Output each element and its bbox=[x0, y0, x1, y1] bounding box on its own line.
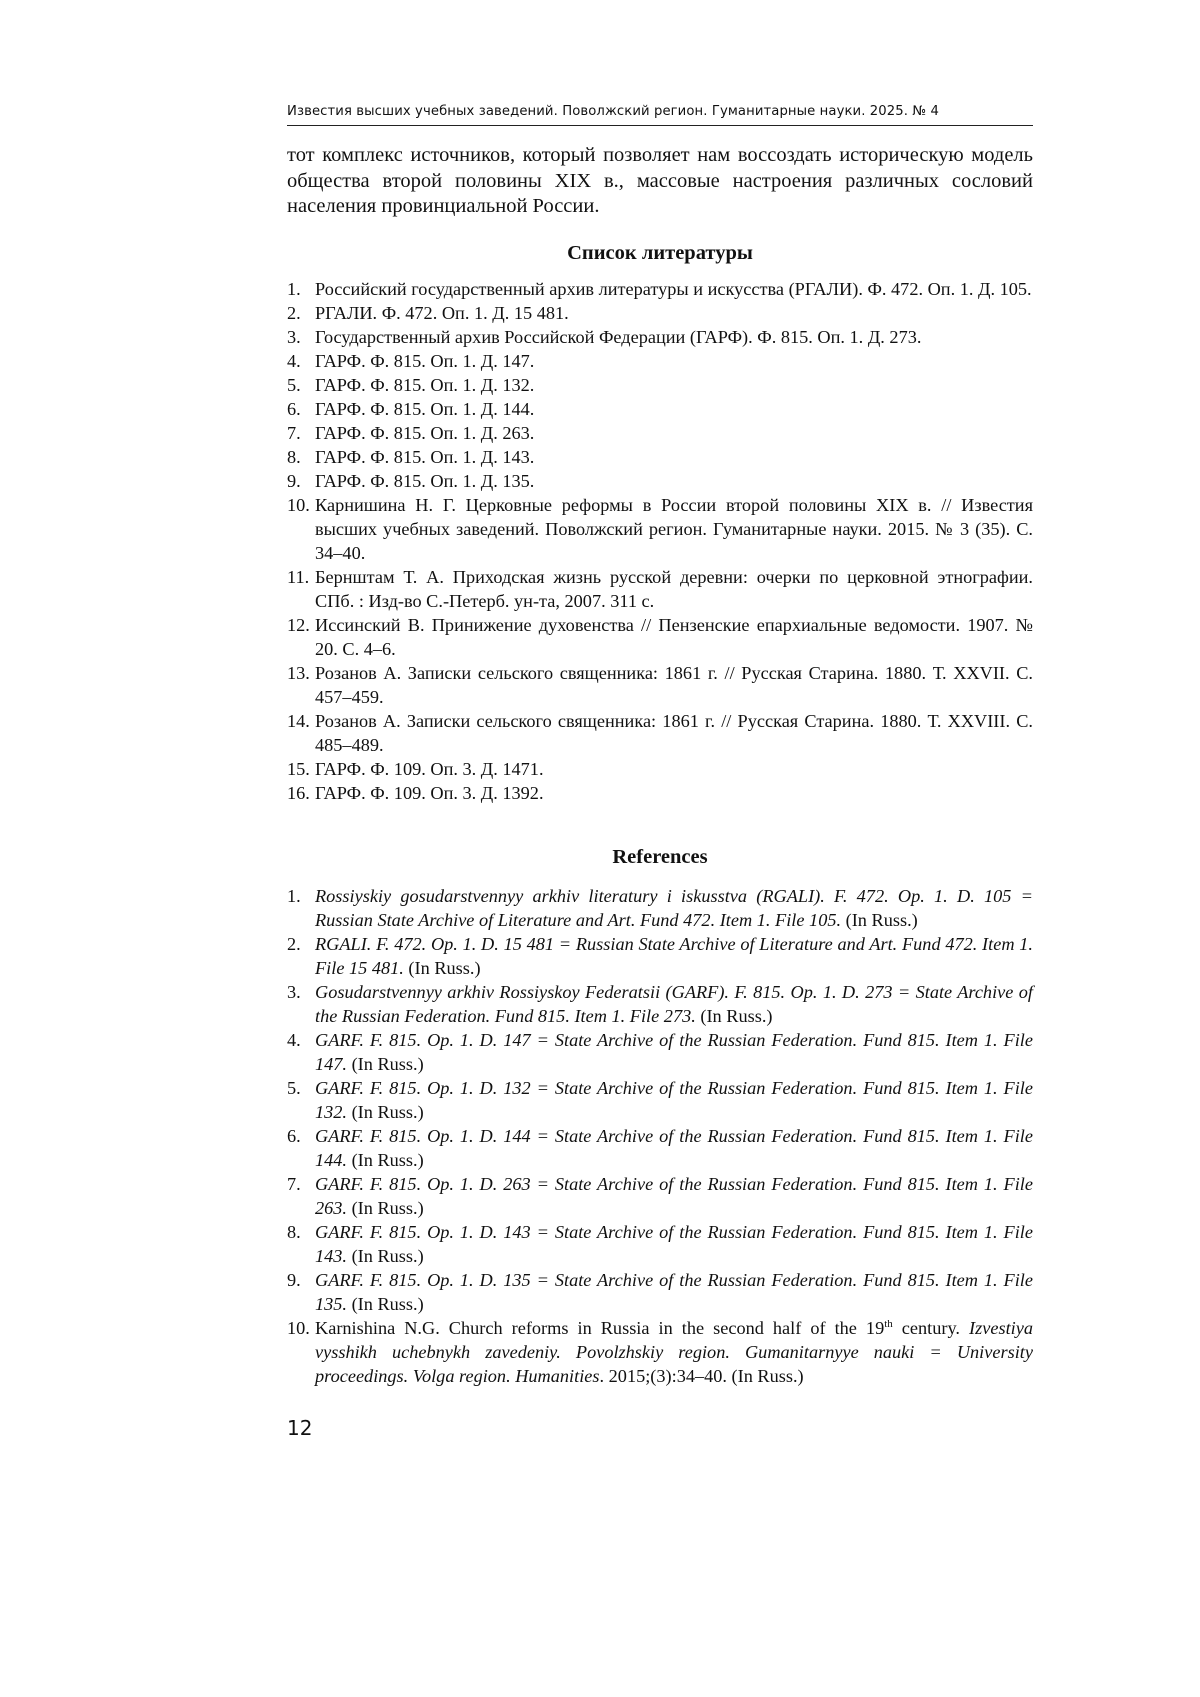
language-note: (In Russ.) bbox=[695, 1006, 773, 1026]
item-number: 10. bbox=[287, 495, 310, 515]
language-note: (In Russ.) bbox=[403, 958, 481, 978]
item-text bbox=[315, 1316, 1033, 1388]
item-text: ГАРФ. Ф. 815. Оп. 1. Д. 132. bbox=[315, 375, 535, 395]
item-text: ГАРФ. Ф. 109. Оп. 3. Д. 1471. bbox=[315, 759, 544, 779]
bibliography-item bbox=[287, 565, 1033, 613]
transliterated-citation: GARF. F. 815. Op. 1. D. 263 = State Archive of the Russian Federation. Fund 815. Item 1. File 263. bbox=[315, 1174, 1033, 1218]
reference-item bbox=[287, 1220, 1033, 1268]
item-number: 4. bbox=[287, 351, 301, 371]
bibliography-item bbox=[287, 613, 1033, 661]
item-number: 3. bbox=[287, 327, 301, 347]
reference-item bbox=[287, 1172, 1033, 1220]
item-number: 9. bbox=[287, 471, 301, 491]
reference-item bbox=[287, 1268, 1033, 1316]
item-number: 6. bbox=[287, 1126, 301, 1146]
item-number: 15. bbox=[287, 759, 310, 779]
bibliography-item bbox=[287, 277, 1033, 301]
item-text: Розанов А. Записки сельского священника: 1861 г. // Русская Старина. 1880. Т. XXVII. С. 457–459. bbox=[315, 663, 1033, 707]
item-number: 13. bbox=[287, 663, 310, 683]
item-number: 8. bbox=[287, 447, 301, 467]
item-text bbox=[315, 1268, 1033, 1316]
bibliography-item bbox=[287, 781, 1033, 805]
item-number: 1. bbox=[287, 886, 301, 906]
language-note: (In Russ.) bbox=[347, 1150, 424, 1170]
item-text: ГАРФ. Ф. 815. Оп. 1. Д. 263. bbox=[315, 423, 535, 443]
item-number: 11. bbox=[287, 567, 310, 587]
item-text: Карнишина Н. Г. Церковные реформы в России второй половины XIX в. // Известия высших учебных заведений. Поволжский регион. Гуманитарные науки. 2015. № 3 (35). С. 34–40. bbox=[315, 495, 1033, 563]
item-number: 7. bbox=[287, 423, 301, 443]
transliterated-citation: Gosudarstvennyy arkhiv Rossiyskoy Federatsii (GARF). F. 815. Op. 1. D. 273 = State Archive of the Russian Federation. Fund 815. Item 1. File 273. bbox=[315, 982, 1033, 1026]
journal-name: Izvestiya vysshikh uchebnykh zavedeniy. Povolzhskiy region. Gumanitarnyye nauki = University proceedings. Volga region. Humanities bbox=[315, 1318, 1033, 1386]
transliterated-citation: GARF. F. 815. Op. 1. D. 132 = State Archive of the Russian Federation. Fund 815. Item 1. File 132. bbox=[315, 1078, 1033, 1122]
bibliography-item bbox=[287, 445, 1033, 469]
reference-item bbox=[287, 884, 1033, 932]
item-text bbox=[315, 1172, 1033, 1220]
item-number: 1. bbox=[287, 279, 301, 299]
item-text: ГАРФ. Ф. 109. Оп. 3. Д. 1392. bbox=[315, 783, 544, 803]
item-text bbox=[315, 1124, 1033, 1172]
item-text: Государственный архив Российской Федерации (ГАРФ). Ф. 815. Оп. 1. Д. 273. bbox=[315, 327, 922, 347]
bibliography-item bbox=[287, 469, 1033, 493]
body-paragraph: тот комплекс источников, который позволяет нам воссоздать историческую модель общества второй половины XIX в., массовые настроения различных сословий населения провинциальной России. bbox=[287, 144, 1033, 217]
page-number: 12 bbox=[287, 1416, 313, 1440]
bibliography-item bbox=[287, 349, 1033, 373]
language-note: (In Russ.) bbox=[347, 1102, 424, 1122]
item-text: Российский государственный архив литературы и искусства (РГАЛИ). Ф. 472. Оп. 1. Д. 105. bbox=[315, 279, 1032, 299]
item-text bbox=[315, 932, 1033, 980]
reference-item bbox=[287, 1124, 1033, 1172]
references-title: References bbox=[612, 846, 708, 868]
item-number: 5. bbox=[287, 1078, 301, 1098]
language-note: (In Russ.) bbox=[347, 1198, 424, 1218]
bibliography-item bbox=[287, 397, 1033, 421]
bibliography-item bbox=[287, 421, 1033, 445]
bibliography-item bbox=[287, 373, 1033, 397]
bibliography-item bbox=[287, 325, 1033, 349]
bibliography-item bbox=[287, 301, 1033, 325]
item-number: 2. bbox=[287, 303, 301, 323]
author-title: Karnishina N.G. Church reforms in Russia in the second half of the 19 bbox=[315, 1318, 885, 1338]
language-note: (In Russ.) bbox=[347, 1246, 424, 1266]
item-number: 10. bbox=[287, 1318, 310, 1338]
bibliography-item bbox=[287, 709, 1033, 757]
item-text bbox=[315, 1220, 1033, 1268]
item-number: 12. bbox=[287, 615, 310, 635]
reference-item bbox=[287, 1076, 1033, 1124]
references-list bbox=[287, 884, 1033, 1388]
item-text: ГАРФ. Ф. 815. Оп. 1. Д. 144. bbox=[315, 399, 535, 419]
transliterated-citation: RGALI. F. 472. Op. 1. D. 15 481 = Russian State Archive of Literature and Art. Fund 472. Item 1. File 15 481. bbox=[315, 934, 1033, 978]
reference-item bbox=[287, 980, 1033, 1028]
item-number: 4. bbox=[287, 1030, 301, 1050]
reference-item bbox=[287, 1028, 1033, 1076]
item-text bbox=[315, 1076, 1033, 1124]
item-number: 2. bbox=[287, 934, 301, 954]
item-number: 16. bbox=[287, 783, 310, 803]
item-number: 9. bbox=[287, 1270, 301, 1290]
item-number: 7. bbox=[287, 1174, 301, 1194]
language-note: (In Russ.) bbox=[347, 1294, 424, 1314]
transliterated-citation: GARF. F. 815. Op. 1. D. 135 = State Archive of the Russian Federation. Fund 815. Item 1. File 135. bbox=[315, 1270, 1033, 1314]
item-text: ГАРФ. Ф. 815. Оп. 1. Д. 143. bbox=[315, 447, 535, 467]
bibliography-list bbox=[287, 277, 1033, 805]
bibliography-item bbox=[287, 493, 1033, 565]
item-number: 3. bbox=[287, 982, 301, 1002]
item-text: Иссинский В. Принижение духовенства // Пензенские епархиальные ведомости. 1907. № 20. С. 4–6. bbox=[315, 615, 1033, 659]
transliterated-citation: Rossiyskiy gosudarstvennyy arkhiv literatury i iskusstva (RGALI). F. 472. Op. 1. D. 105 = Russian State Archive of Literature and Art. Fund 472. Item 1. File 105. bbox=[315, 886, 1033, 930]
item-text: Розанов А. Записки сельского священника: 1861 г. // Русская Старина. 1880. Т. XXVIII. С. 485–489. bbox=[315, 711, 1033, 755]
bibliography-item bbox=[287, 757, 1033, 781]
item-text: РГАЛИ. Ф. 472. Оп. 1. Д. 15 481. bbox=[315, 303, 569, 323]
item-text bbox=[315, 884, 1033, 932]
item-number: 6. bbox=[287, 399, 301, 419]
transliterated-citation: GARF. F. 815. Op. 1. D. 144 = State Archive of the Russian Federation. Fund 815. Item 1. File 144. bbox=[315, 1126, 1033, 1170]
citation-details: . 2015;(3):34–40. (In Russ.) bbox=[599, 1366, 804, 1386]
item-number: 8. bbox=[287, 1222, 301, 1242]
running-header: Известия высших учебных заведений. Поволжский регион. Гуманитарные науки. 2025. № 4 bbox=[287, 103, 1033, 126]
item-text: Бернштам Т. А. Приходская жизнь русской деревни: очерки по церковной этнографии. СПб. : Изд-во С.-Петерб. ун-та, 2007. 311 с. bbox=[315, 567, 1033, 611]
item-text: ГАРФ. Ф. 815. Оп. 1. Д. 147. bbox=[315, 351, 535, 371]
bibliography-item bbox=[287, 661, 1033, 709]
ordinal-superscript: th bbox=[884, 1317, 893, 1330]
item-text: ГАРФ. Ф. 815. Оп. 1. Д. 135. bbox=[315, 471, 535, 491]
reference-item bbox=[287, 932, 1033, 980]
reference-item bbox=[287, 1316, 1033, 1388]
bibliography-title: Список литературы bbox=[567, 242, 753, 264]
language-note: (In Russ.) bbox=[347, 1054, 424, 1074]
transliterated-citation: GARF. F. 815. Op. 1. D. 147 = State Archive of the Russian Federation. Fund 815. Item 1. File 147. bbox=[315, 1030, 1033, 1074]
author-title-end: century. bbox=[892, 1318, 970, 1338]
item-text bbox=[315, 1028, 1033, 1076]
item-number: 14. bbox=[287, 711, 310, 731]
item-number: 5. bbox=[287, 375, 301, 395]
item-text bbox=[315, 980, 1033, 1028]
transliterated-citation: GARF. F. 815. Op. 1. D. 143 = State Archive of the Russian Federation. Fund 815. Item 1. File 143. bbox=[315, 1222, 1033, 1266]
language-note: (In Russ.) bbox=[841, 910, 918, 930]
